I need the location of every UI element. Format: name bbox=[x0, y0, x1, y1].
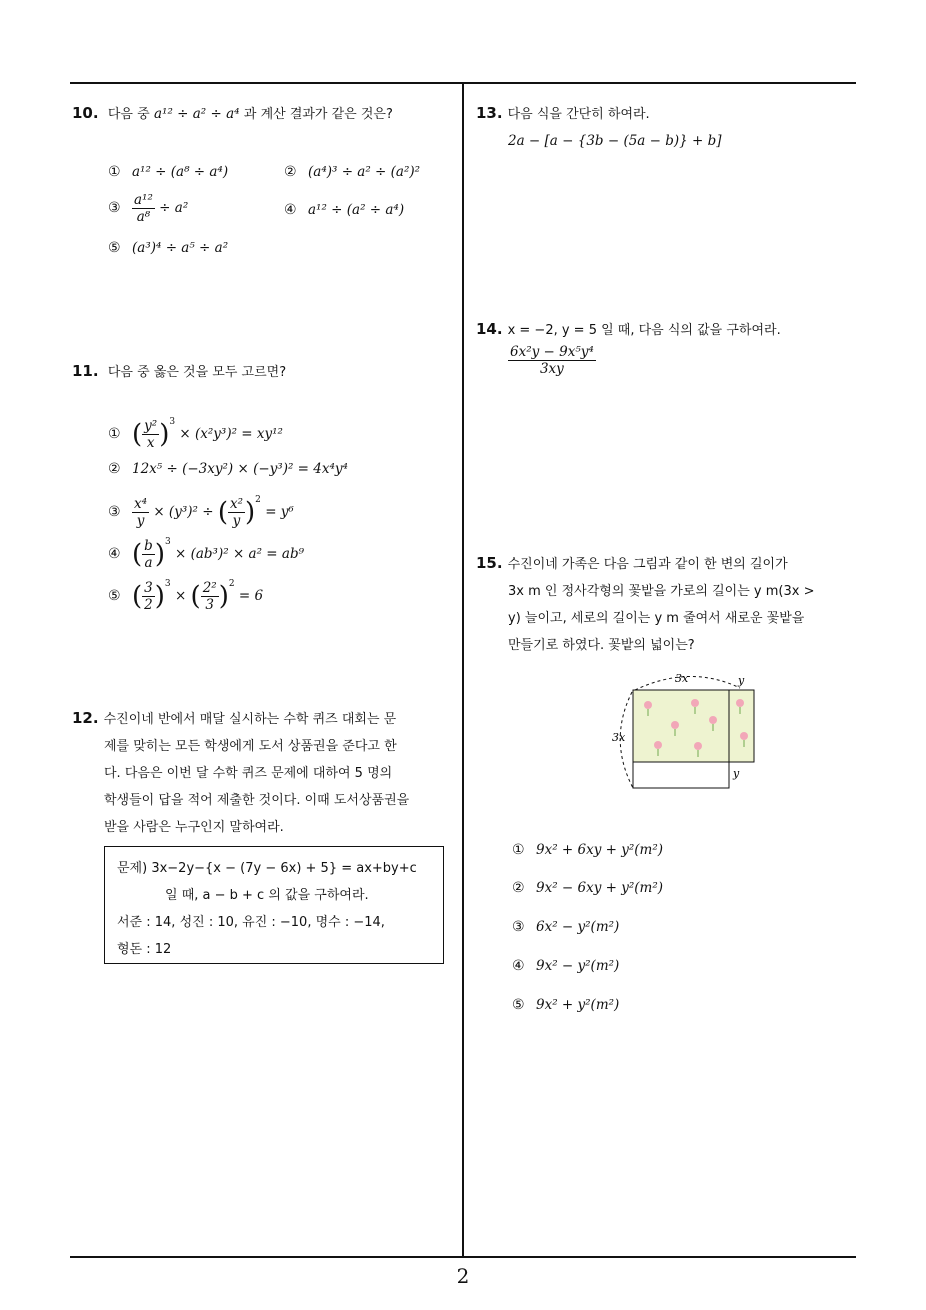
choice-10-1[interactable]: ① a¹² ÷ (a⁸ ÷ a⁴) bbox=[108, 164, 229, 180]
question-prompt: 다음 중 옳은 것을 모두 고르면? bbox=[107, 365, 287, 380]
choice-15-5[interactable]: ⑤ 9x² + y²(m²) bbox=[512, 997, 620, 1013]
choice-15-3[interactable]: ③ 6x² − y²(m²) bbox=[512, 919, 620, 935]
page-number: 2 bbox=[456, 1264, 470, 1288]
question-expression: a¹² ÷ a² ÷ a⁴ bbox=[153, 106, 240, 122]
garden-removed bbox=[633, 762, 729, 788]
question-number: 13. bbox=[476, 104, 503, 122]
question-number: 11. bbox=[72, 362, 99, 380]
choice-11-2[interactable]: ② 12x⁵ ÷ (−3xy²) × (−y³)² = 4x⁴y⁴ bbox=[108, 461, 348, 477]
choice-15-4[interactable]: ④ 9x² − y²(m²) bbox=[512, 958, 620, 974]
bottom-rule bbox=[70, 1256, 856, 1258]
question-prompt-end: 과 계산 결과가 같은 것은? bbox=[243, 107, 393, 122]
choice-10-2[interactable]: ② (a⁴)³ ÷ a² ÷ (a²)² bbox=[284, 164, 421, 180]
problem-box: 문제) 3x−2y−{x − (7y − 6x) + 5} = ax+by+c 일 때, a − b + c 의 값을 구하여라. 서준 : 14, 성진 : 10, 유진 : −10, 명수 : −14, 형돈 : 12 bbox=[104, 846, 444, 964]
question-11 bbox=[72, 358, 286, 386]
label-left: 3x bbox=[612, 731, 626, 744]
question-number: 12. bbox=[72, 709, 99, 727]
choice-10-5[interactable]: ⑤ (a³)⁴ ÷ a⁵ ÷ a² bbox=[108, 240, 229, 256]
question-number: 10. bbox=[72, 104, 99, 122]
choice-10-4[interactable]: ④ a¹² ÷ (a² ÷ a⁴) bbox=[284, 202, 405, 218]
question-13: 13. 다음 식을 간단히 하여라. 2a − [a − {3b − (5a − b)} + b] bbox=[476, 100, 722, 155]
choice-11-5[interactable]: ⑤ ( $\frac{3}{2}$ )$^3$ × ( $\frac{\text{2²}}{3}$ )$^2$ = 6 bbox=[108, 579, 264, 613]
question-number: 15. bbox=[476, 554, 503, 572]
garden-figure bbox=[600, 670, 770, 800]
choice-11-4[interactable]: ④ ( $\frac{b}{a}$ )$^3$ × (ab³)² × a² = ab⁹ bbox=[108, 537, 305, 571]
question-10 bbox=[72, 100, 393, 128]
question-prompt: 다음 중 bbox=[107, 107, 150, 122]
column-divider bbox=[462, 83, 464, 1257]
question-12: 12. 수진이네 반에서 매달 실시하는 수학 퀴즈 대회는 문 제를 맞히는 모든 학생에게 도서 상품권을 준다고 한 다. 다음은 이번 달 수학 퀴즈 문제에 대하여 5 명의 학생들이 답을 적어 제출한 것이다. 이때 도서상품권을 받을 사람은 누구인지 말하여라. bbox=[72, 709, 410, 835]
choice-15-2[interactable]: ② 9x² − 6xy + y²(m²) bbox=[512, 880, 664, 896]
choice-11-3[interactable]: ③ $\frac{\text{x⁴}}{y}$ × (y³)² ÷ ( $\frac{\text{x²}}{y}$ )$^2$ = y⁶ bbox=[108, 495, 294, 529]
question-number: 14. bbox=[476, 320, 503, 338]
choice-11-1[interactable]: ① ( $\frac{\text{y²}}{x}$ )$^3$ × (x²y³)² = xy¹² bbox=[108, 417, 283, 451]
label-bottom-right: y bbox=[733, 767, 740, 780]
label-top-right: y bbox=[738, 674, 745, 687]
choice-15-1[interactable]: ① 9x² + 6xy + y²(m²) bbox=[512, 842, 664, 858]
question-expression: 2a − [a − {3b − (5a − b)} + b] bbox=[508, 133, 722, 149]
garden-main-area bbox=[633, 690, 729, 762]
question-14: 14. x = −2, y = 5 일 때, 다음 식의 값을 구하여라. $\frac{\text{6x²y − 9x⁵y⁴}}{3xy}$ bbox=[476, 320, 781, 377]
question-15: 15. 수진이네 가족은 다음 그림과 같이 한 변의 길이가 3x m 인 정사각형의 꽃밭을 가로의 길이는 y m(3x > y) 늘이고, 세로의 길이는 y m 줄여서 새로운 꽃밭을 만들기로 하였다. 꽃밭의 넓이는? bbox=[476, 554, 815, 653]
label-top: 3x bbox=[675, 672, 689, 685]
choice-10-3[interactable]: ③ $\frac{\text{a¹²}}{\text{a⁸}}$ ÷ a² bbox=[108, 192, 189, 225]
